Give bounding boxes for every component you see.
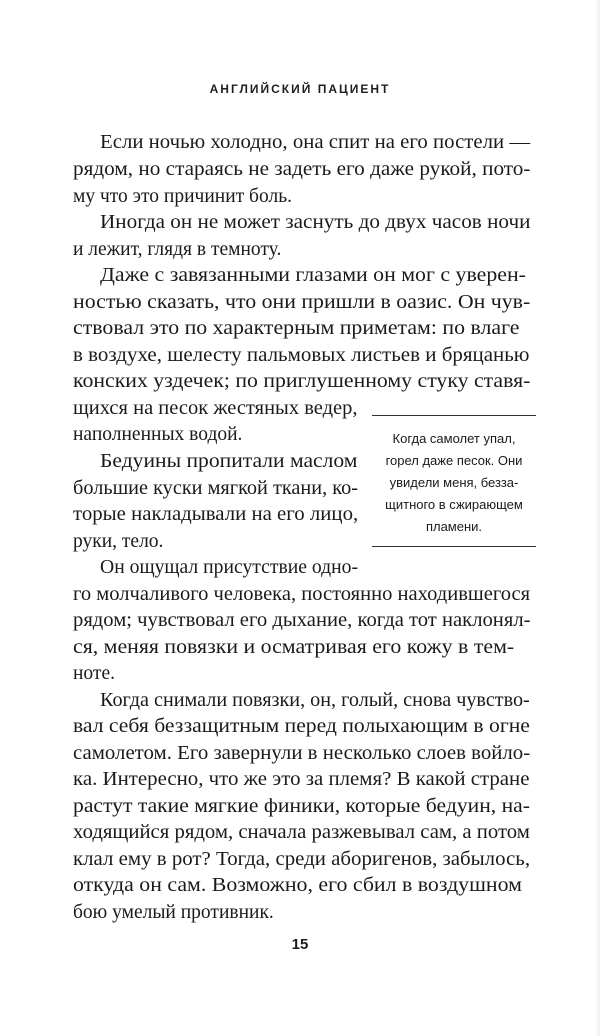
body-line: Когда снимали повязки, он, голый, снова чувство- <box>100 690 530 711</box>
body-line: и лежит, глядя в темноту. <box>73 239 282 260</box>
page-number: 15 <box>291 936 309 953</box>
body-line: Даже с завязанными глазами он мог с уверен- <box>100 265 526 286</box>
body-line: го молчаливого человека, постоянно находившегося <box>73 584 531 605</box>
body-line: откуда он сам. Возможно, его сбил в воздушном <box>73 875 522 896</box>
body-line: щихся на песок жестяных ведер, <box>73 398 358 419</box>
pull-quote-line: пламени. <box>425 519 483 534</box>
body-line: Бедуины пропитали маслом <box>100 451 358 472</box>
body-line: ностью сказать, что они пришли в оазис. Он чув- <box>73 292 531 313</box>
body-line: ка. Интересно, что же это за племя? В какой стране <box>73 769 530 790</box>
body-line: клал ему в рот? Тогда, среди аборигенов, забылось, <box>73 849 531 870</box>
body-line: самолетом. Его завернули в несколько слоев войло- <box>73 743 531 764</box>
pull-quote-line: Когда самолет упал, <box>392 431 516 446</box>
body-line: рядом; чувствовал его дыхание, когда тот наклонял- <box>73 610 531 631</box>
pullquote-bottom-rule <box>372 546 536 547</box>
body-line: Если ночью холодно, она спит на его постели — <box>100 132 531 153</box>
body-line: большие куски мягкой ткани, ко- <box>73 478 358 499</box>
body-line: ходящийся рядом, сначала разжевывал сам, а потом <box>73 822 530 843</box>
body-line: му что это причинит боль. <box>73 186 292 207</box>
body-line: ноте. <box>73 663 115 684</box>
page-edge-shadow <box>594 0 600 1036</box>
body-line: наполненных водой. <box>73 424 243 445</box>
pull-quote-line: горел даже песок. Они <box>385 453 523 468</box>
body-line: руки, тело. <box>73 531 164 552</box>
pullquote-top-rule <box>372 415 536 416</box>
pull-quote <box>372 428 536 538</box>
body-line: конских уздечек; по приглушенному стуку ставя- <box>73 371 531 392</box>
body-line: Иногда он не может заснуть до двух часов ночи <box>100 212 531 233</box>
pull-quote-line: увидели меня, безза- <box>389 475 519 490</box>
body-line: растут такие мягкие финики, которые бедуин, на- <box>73 796 530 817</box>
body-line: в воздухе, шелесту пальмовых листьев и бряцанью <box>73 345 530 366</box>
body-line: вал себя беззащитным перед полыхающим в огне <box>73 716 530 737</box>
body-line: бою умелый противник. <box>73 902 274 923</box>
body-line: ствовал это по характерным приметам: по влаге <box>73 318 520 339</box>
body-line: ся, меняя повязки и осматривая его кожу в тем- <box>73 637 515 658</box>
body-line: торые накладывали на его лицо, <box>73 504 359 525</box>
running-title: АНГЛИЙСКИЙ ПАЦИЕНТ <box>209 82 391 96</box>
body-line: рядом, но стараясь не задеть его даже рукой, пото- <box>73 159 531 180</box>
body-line: Он ощущал присутствие одно- <box>100 557 359 578</box>
pull-quote-line: щитного в сжирающем <box>385 497 523 512</box>
